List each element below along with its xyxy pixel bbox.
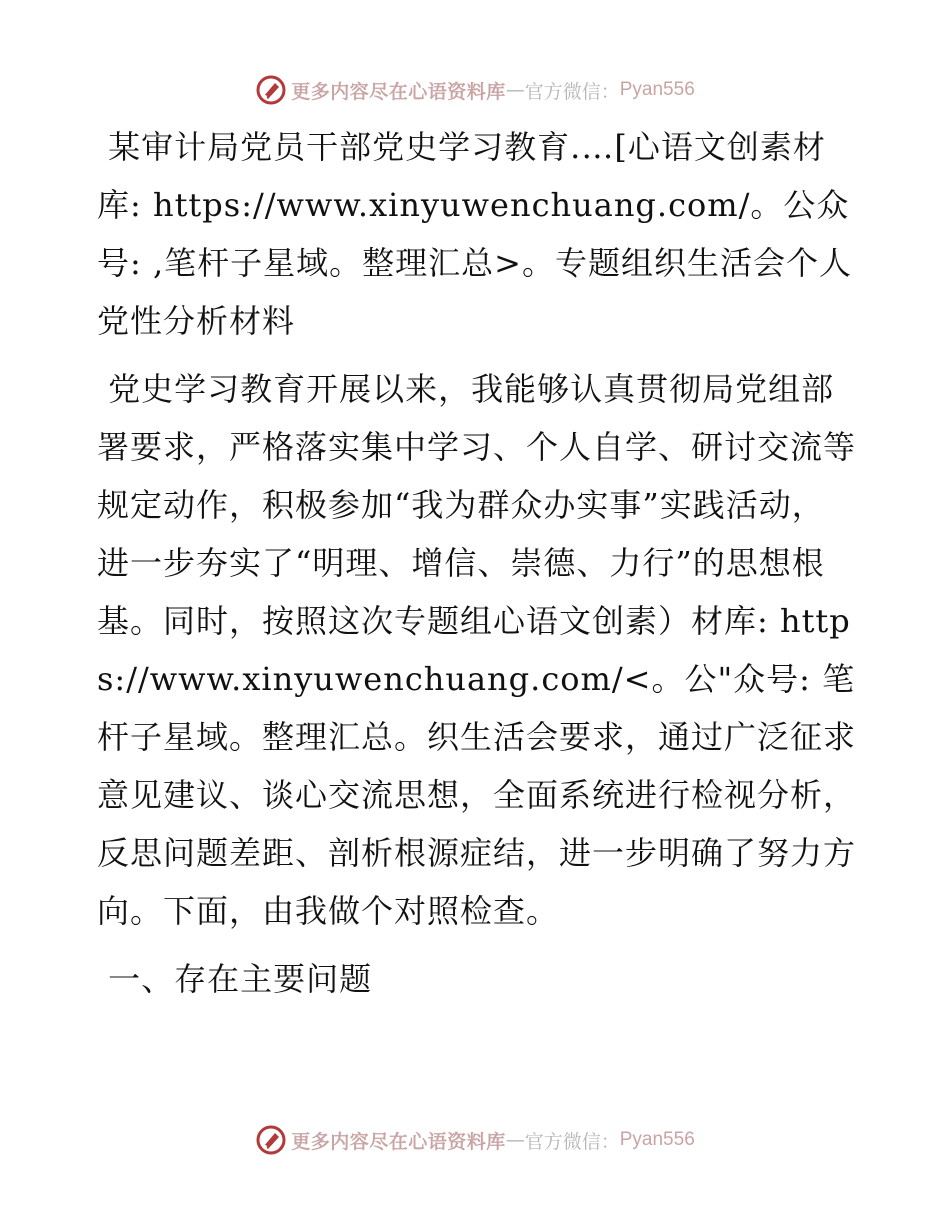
footer-banner <box>0 1120 950 1160</box>
footer-wechat-id: Pyan556 <box>619 1129 695 1150</box>
header-wechat-label: 官方微信： <box>524 80 620 103</box>
header-banner-text: 更多内容尽在心语资料库 <box>291 80 506 103</box>
header-banner <box>0 70 950 110</box>
logo-icon <box>255 1124 287 1156</box>
document-body <box>97 118 857 1008</box>
header-banner-separator: — <box>505 79 525 101</box>
footer-wechat-label: 官方微信： <box>524 1130 620 1153</box>
body-paragraph: 党史学习教育开展以来，我能够认真贯彻局党组部署要求，严格落实集中学习、个人自学、研讨交流等规定动作，积极参加“我为群众办实事”实践活动，进一步夯实了“明理、增信、崇德、力行”的思想根基。同时，按照这次专题组心语文创素）材库: https://www.xinyuwenchuang.com/<。公"众号: 笔杆子星域。整理汇总。织生活会要求，通过广泛征求意见建议、谈心交流思想，全面系统进行检视分析，反思问题差距、剖析根源症结，进一步明确了努力方向。下面，由我做个对照检查。 <box>97 370 857 930</box>
header-wechat-id: Pyan556 <box>619 79 695 100</box>
logo-icon <box>255 74 287 106</box>
footer-banner-separator: — <box>505 1129 525 1151</box>
title-paragraph: 某审计局党员干部党史学习教育.…[心语文创素材库: https://www.xinyuwenchuang.com/。公众号: ,笔杆子星域。整理汇总>。专题组织生活会个人党性分析材料 <box>97 128 852 340</box>
section-heading: 一、存在主要问题 <box>97 960 373 998</box>
footer-banner-text: 更多内容尽在心语资料库 <box>291 1130 506 1153</box>
